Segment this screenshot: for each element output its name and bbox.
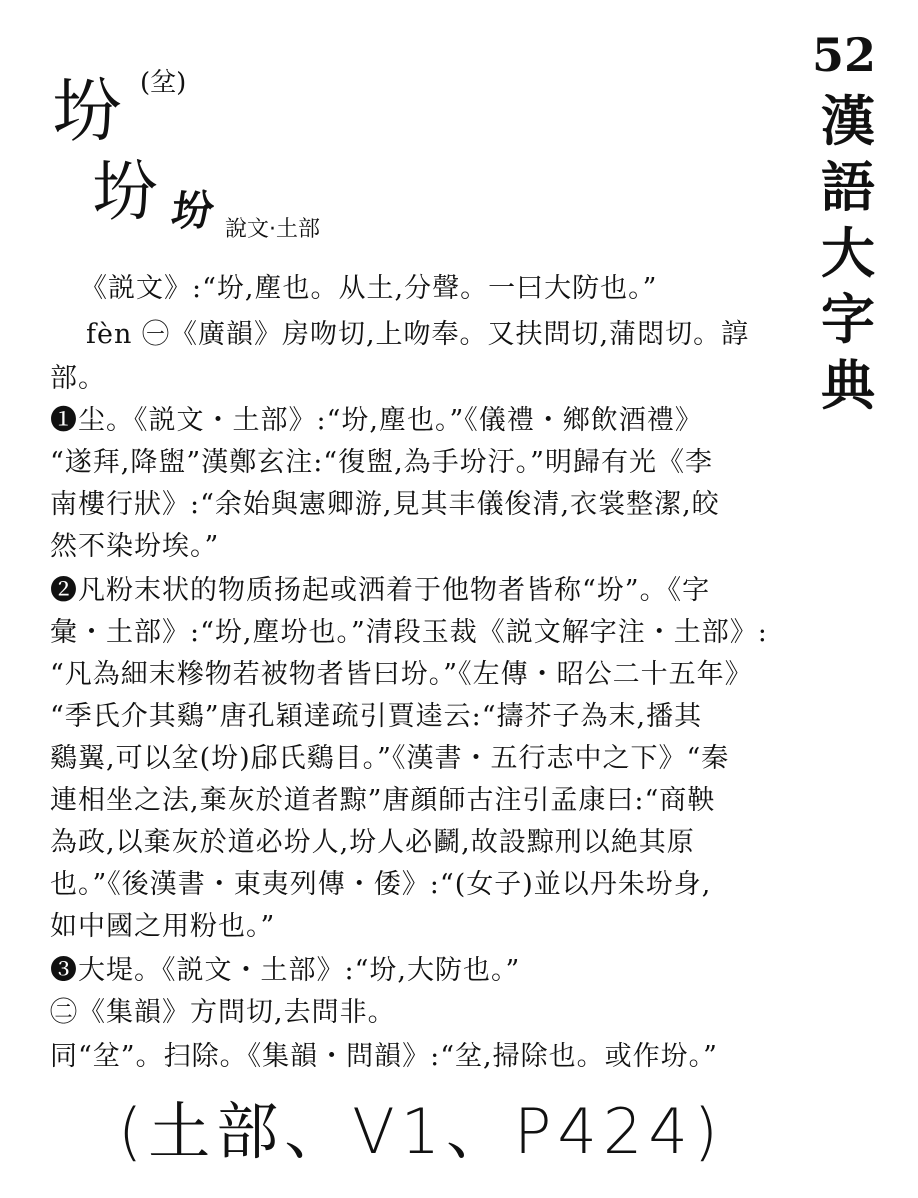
- entry-line: 也。”《後漢書・東夷列傳・倭》:“(女子)並以丹朱坋身,: [50, 869, 712, 900]
- entry-line: 然不染坋埃。”: [50, 531, 220, 562]
- entry-line: 如中國之用粉也。”: [50, 911, 276, 942]
- book-title-char: 語: [821, 155, 875, 219]
- entry-line: 連相坐之法,棄灰於道者黥”唐顔師古注引孟康曰:“商鞅: [50, 785, 716, 816]
- entry-line: 彙・土部》:“坋,塵坋也。”清段玉裁《説文解字注・土部》:: [50, 617, 768, 648]
- handwritten-variant-note: (坌): [140, 68, 187, 98]
- entry-line: 南樓行狀》:“余始與憲卿游,見其丰儀俊清,衣裳整潔,皎: [50, 489, 720, 520]
- entry-line: “季氏介其鷄”唐孔穎達疏引賈逵云:“擣芥子為末,播其: [50, 701, 703, 732]
- entry-line: 為政,以棄灰於道必坋人,坋人必鬬,故設黥刑以絶其原: [50, 827, 695, 858]
- entry-line: ❶尘。《説文・土部》:“坋,塵也。”《儀禮・鄉飲酒禮》: [50, 405, 703, 436]
- entry-line: 《説文》:“坋,塵也。从土,分聲。一曰大防也。”: [80, 273, 658, 304]
- handwritten-note: (土部、V1、P424): [118, 1095, 724, 1168]
- page-number: 52: [812, 28, 877, 82]
- book-title: [818, 88, 878, 418]
- book-title-char: 漢: [821, 89, 875, 153]
- entry-line: ❸大堤。《説文・土部》:“坋,大防也。”: [50, 955, 521, 986]
- entry-line: “遂拜,降盥”漢鄭玄注:“復盥,為手坋汙。”明歸有光《李: [50, 447, 713, 478]
- entry-line: 部。: [50, 363, 106, 394]
- entry-line: “凡為細末糝物若被物者皆曰坋。”《左傳・昭公二十五年》: [50, 659, 753, 690]
- entry-line: ❷凡粉末状的物质扬起或洒着于他物者皆称“坋”。《字: [50, 575, 711, 606]
- book-title-char: 典: [821, 353, 875, 417]
- entry-line: ㊁《集韻》方問切,去問非。: [50, 997, 396, 1028]
- book-title-char: 大: [821, 221, 875, 285]
- book-title-char: 字: [821, 287, 875, 351]
- handwritten-headword: 坋: [52, 70, 122, 152]
- source-reference: 說文·土部: [225, 217, 320, 242]
- seal-script-glyph: 坋: [168, 186, 218, 235]
- entry-line: 鷄翼,可以坌(坋)郈氏鷄目。”《漢書・五行志中之下》“秦: [50, 743, 730, 774]
- entry-line: 同“坌”。扫除。《集韻・問韻》:“坌,掃除也。或作坋。”: [50, 1041, 718, 1072]
- entry-line: fèn ㊀《廣韻》房吻切,上吻奉。又扶問切,蒲悶切。諄: [86, 319, 750, 350]
- entry-headword: 坋: [92, 153, 158, 230]
